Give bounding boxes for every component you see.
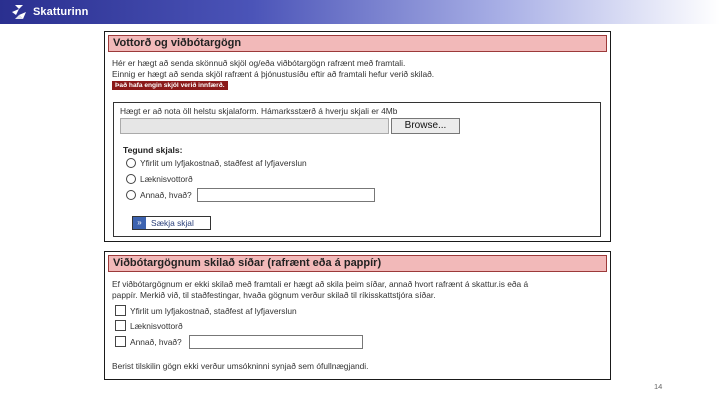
logo-icon (10, 3, 28, 21)
logo-text: Skatturinn (33, 6, 89, 18)
fetch-document-button-label: Sækja skjal (151, 218, 194, 228)
doc-type-option-label: Læknisvottorð (140, 174, 193, 184)
submit-later-intro-line-1: Ef viðbótargögnum er ekki skilað með framtali er hægt að skila þeim síðar, annað hvort rafrænt á skattur.is eða á (112, 279, 529, 289)
doc-type-option-label: Annað, hvað? (140, 190, 192, 200)
browse-button[interactable]: Browse... (391, 118, 460, 134)
later-checkbox-drug-costs[interactable] (115, 305, 126, 316)
doc-type-radio-other[interactable] (126, 190, 136, 200)
top-banner (0, 0, 720, 24)
attachments-section (104, 31, 611, 242)
intro-text-line-1: Hér er hægt að senda skönnuð skjöl og/eða viðbótargögn rafrænt með framtali. (112, 58, 406, 68)
submit-later-section (104, 251, 611, 380)
upload-hint: Hægt er að nota öll helstu skjalaform. Hámarksstærð á hverju skjali er 4Mb (120, 106, 398, 116)
submit-later-section-title: Viðbótargögnum skilað síðar (rafrænt eða á pappír) (108, 255, 607, 272)
later-option-label: Læknisvottorð (130, 321, 183, 331)
upload-panel (113, 102, 601, 237)
rejection-note: Berist tilskilin gögn ekki verður umsókninni synjað sem ófullnægjandi. (112, 361, 369, 371)
attachments-section-title: Vottorð og viðbótargögn (108, 35, 607, 52)
file-path-input[interactable] (120, 118, 389, 134)
later-checkbox-other[interactable] (115, 336, 126, 347)
skatturinn-logo[interactable] (10, 3, 88, 21)
no-documents-warning: Það hafa engin skjöl verið innfærð. (112, 81, 228, 90)
later-checkbox-medical-certificate[interactable] (115, 320, 126, 331)
fetch-document-button[interactable] (132, 216, 211, 230)
later-option-label: Yfirlit um lyfjakostnað, staðfest af lyfjaverslun (130, 306, 297, 316)
doc-type-radio-medical-certificate[interactable] (126, 174, 136, 184)
submit-later-intro-line-2: pappír. Merkið við, til staðfestingar, hvaða gögnum verður skilað til ríkisskattstjóra síðar. (112, 290, 436, 300)
double-chevron-right-icon: » (133, 217, 146, 229)
intro-text-line-2: Einnig er hægt að senda skjöl rafrænt á þjónustusíðu eftir að framtali hefur verið skilað. (112, 69, 435, 79)
doc-type-radio-drug-costs[interactable] (126, 158, 136, 168)
doc-type-option-label: Yfirlit um lyfjakostnað, staðfest af lyfjaverslun (140, 158, 307, 168)
document-type-label: Tegund skjals: (123, 145, 183, 155)
later-other-input[interactable] (189, 335, 363, 349)
later-option-label: Annað, hvað? (130, 337, 182, 347)
other-doc-type-input[interactable] (197, 188, 375, 202)
page-number: 14 (654, 382, 663, 391)
